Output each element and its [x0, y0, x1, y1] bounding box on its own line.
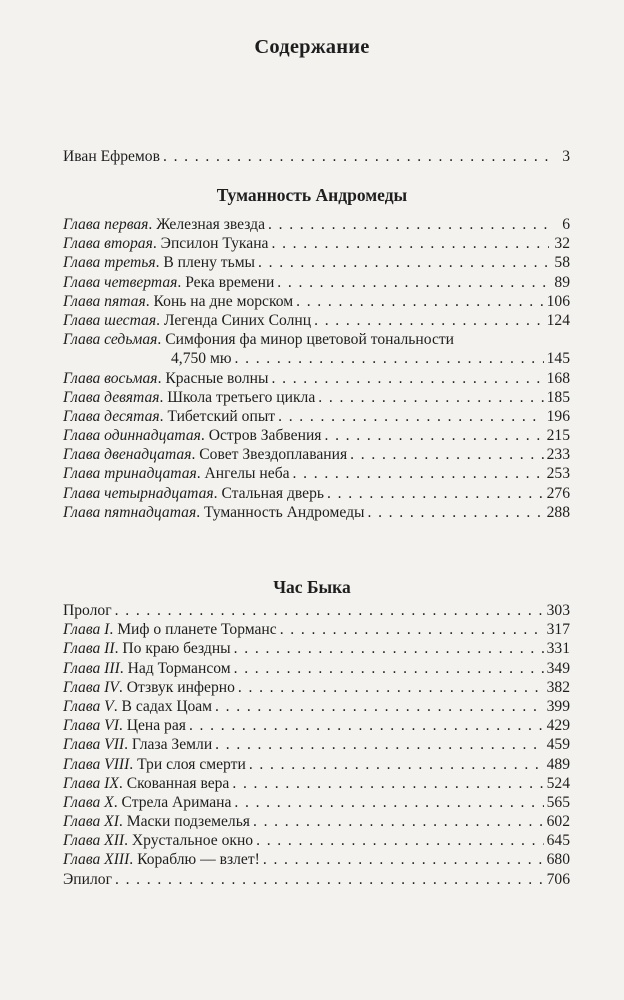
chapter-name: Скованная вера [126, 774, 230, 792]
page-title: Содержание [254, 36, 370, 58]
page-number: 253 [546, 465, 570, 483]
page-number: 399 [546, 697, 570, 715]
dot-leader [115, 870, 544, 889]
toc-entry[interactable] [63, 697, 570, 716]
chapter-prefix: Глава II [63, 640, 115, 658]
chapter-name: По краю бездны [122, 640, 231, 658]
toc-entry[interactable] [63, 735, 570, 754]
toc-entry[interactable] [63, 678, 570, 697]
entry-title: Глава третья. В плену тьмы [63, 254, 256, 272]
dot-leader [367, 503, 543, 522]
entry-title: Глава одиннадцатая. Остров Забвения [63, 427, 322, 445]
toc-entry[interactable] [63, 330, 570, 368]
entry-title: Иван Ефремов [63, 148, 160, 165]
toc-entry[interactable] [63, 659, 570, 678]
chapter-name: Отзвук инферно [126, 678, 235, 696]
entry-title [63, 870, 112, 889]
toc-entry[interactable] [63, 407, 570, 426]
chapter-name: В плену тьмы [163, 254, 256, 272]
chapter-prefix: Глава VI [63, 717, 119, 735]
page-number: 429 [546, 717, 570, 735]
chapter-name: Эпилог [63, 870, 112, 888]
dot-leader [215, 735, 543, 754]
toc-entry[interactable] [63, 311, 570, 330]
entry-title: Глава двенадцатая. Совет Звездоплавания [63, 446, 348, 464]
page-number: 706 [546, 870, 570, 888]
dot-leader [278, 407, 544, 426]
toc-section-andromeda [63, 215, 570, 522]
chapter-name: Остров Забвения [208, 427, 322, 445]
entry-title: Глава пятая. Конь на дне морском [63, 292, 294, 310]
page-number: 331 [546, 640, 570, 658]
entry-title: Глава вторая. Эпсилон Тукана [63, 235, 269, 253]
chapter-name: Ангелы неба [204, 465, 290, 483]
chapter-prefix: Глава III [63, 659, 120, 677]
chapter-prefix: Глава тринадцатая [63, 465, 197, 483]
chapter-prefix: Глава шестая [63, 311, 157, 329]
chapter-prefix: Глава V [63, 697, 114, 715]
chapter-name: Три слоя смерти [137, 755, 246, 773]
chapter-name: Цена рая [126, 717, 186, 735]
entry-title: Глава тринадцатая. Ангелы неба [63, 465, 290, 483]
chapter-name: Школа третьего цикла [167, 388, 316, 406]
toc-entry[interactable] [63, 639, 570, 658]
chapter-name: Маски подземелья [126, 813, 250, 831]
page-number: 645 [546, 832, 570, 850]
chapter-name: Миф о планете Торманс [117, 621, 277, 639]
entry-title: Глава XII. Хрустальное окно [63, 832, 254, 850]
dot-leader [235, 349, 544, 368]
toc-entry[interactable] [63, 793, 570, 812]
page-number: 196 [546, 407, 570, 425]
dot-leader [327, 484, 544, 503]
page-number: 6 [562, 216, 570, 233]
page-number: 382 [546, 678, 570, 696]
chapter-prefix: Глава десятая [63, 407, 160, 425]
chapter-prefix: Глава I [63, 621, 110, 639]
dot-leader [238, 678, 544, 697]
entry-title: Глава IV. Отзвук инферно [63, 678, 235, 696]
dot-leader [232, 774, 543, 793]
page-number: 349 [546, 659, 570, 677]
entry-title: Глава X. Стрела Аримана [63, 793, 232, 811]
chapter-name: Конь на дне морском [153, 292, 294, 310]
dot-leader [234, 659, 544, 678]
toc-entry[interactable] [63, 870, 570, 889]
chapter-prefix: Глава VIII [63, 755, 130, 773]
dot-leader [234, 639, 544, 658]
page-number: 106 [546, 292, 570, 310]
toc-entry[interactable] [63, 253, 570, 272]
entry-title: Глава I. Миф о планете Торманс [63, 621, 277, 639]
page-number: 215 [546, 427, 570, 445]
toc-entry[interactable] [63, 601, 570, 620]
dot-leader [163, 147, 549, 166]
dot-leader [318, 388, 543, 407]
dot-leader [271, 234, 549, 253]
section-title: Туманность Андромеды [216, 185, 408, 205]
chapter-name: Красные волны [165, 369, 269, 387]
chapter-name: Тибетский опыт [167, 407, 276, 425]
chapter-name-continued: 4,750 мю [171, 350, 232, 368]
chapter-prefix: Глава VII [63, 736, 125, 754]
dot-leader [258, 253, 549, 272]
chapter-name: Река времени [185, 273, 275, 291]
entry-title: Глава XI. Маски подземелья [63, 813, 250, 831]
page-number: 303 [546, 602, 570, 619]
page-number: 489 [546, 755, 570, 773]
chapter-prefix: Глава четырнадцатая [63, 484, 214, 502]
page-number: 168 [546, 369, 570, 387]
dot-leader [268, 215, 549, 234]
page-number: 3 [562, 148, 570, 165]
chapter-name: Хрустальное окно [131, 832, 254, 850]
entry-title: Глава десятая. Тибетский опыт [63, 407, 276, 425]
toc-entry[interactable] [63, 850, 570, 869]
entry-title: Глава III. Над Тормансом [63, 659, 231, 677]
chapter-name: Пролог [63, 602, 112, 619]
dot-leader [350, 445, 543, 464]
entry-title: Глава седьмая. Симфония фа минор цветовой тональности [63, 331, 455, 349]
dot-leader [263, 850, 544, 869]
toc-entry[interactable] [63, 273, 570, 292]
chapter-prefix: Глава пятнадцатая [63, 503, 197, 521]
toc-entry[interactable] [63, 234, 570, 253]
entry-title: Глава VIII. Три слоя смерти [63, 755, 246, 773]
chapter-name: Туманность Андромеды [204, 503, 365, 521]
chapter-name: Эпсилон Тукана [160, 235, 269, 253]
entry-title: Глава первая. Железная звезда [63, 216, 265, 233]
entry-title: Глава четырнадцатая. Стальная дверь [63, 484, 324, 502]
toc-entry[interactable] [63, 812, 570, 831]
chapter-prefix: Глава XIII [63, 851, 130, 869]
chapter-prefix: Глава X [63, 793, 114, 811]
entry-title: Глава девятая. Школа третьего цикла [63, 388, 316, 406]
entry-title: Глава шестая. Легенда Синих Солнц [63, 311, 312, 329]
chapter-prefix: Глава пятая [63, 292, 146, 310]
toc-entry[interactable] [63, 620, 570, 639]
toc-entry[interactable] [63, 369, 570, 388]
chapter-name: Кораблю — взлет! [137, 851, 260, 869]
chapter-prefix: Глава седьмая [63, 331, 158, 349]
dot-leader [189, 716, 544, 735]
chapter-name: Симфония фа минор цветовой тональности [165, 331, 455, 349]
chapter-prefix: Глава XII [63, 832, 125, 850]
toc-entry[interactable] [63, 388, 570, 407]
toc-entry[interactable] [63, 831, 570, 850]
chapter-prefix: Глава девятая [63, 388, 160, 406]
dot-leader [272, 369, 544, 388]
toc-entry[interactable] [63, 215, 570, 234]
chapter-name: Стальная дверь [221, 484, 324, 502]
chapter-name: Совет Звездоплавания [199, 446, 348, 464]
page-number: 233 [546, 446, 570, 464]
chapter-name: Стрела Аримана [121, 793, 232, 811]
page-number: 276 [546, 484, 570, 502]
toc-entry[interactable] [63, 755, 570, 774]
entry-title: Глава пятнадцатая. Туманность Андромеды [63, 503, 365, 521]
chapter-name: Железная звезда [156, 216, 265, 233]
dot-leader [249, 755, 544, 774]
toc-section-hour-of-the-bull [63, 601, 570, 889]
entry-title: Глава IX. Скованная вера [63, 774, 230, 792]
dot-leader [280, 620, 544, 639]
chapter-prefix: Глава двенадцатая [63, 446, 192, 464]
page-number: 32 [554, 235, 570, 253]
entry-title: Глава II. По краю бездны [63, 640, 231, 658]
entry-title [63, 601, 112, 620]
dot-leader [215, 697, 544, 716]
page-number: 58 [554, 254, 570, 272]
entry-title: Глава VI. Цена рая [63, 717, 186, 735]
entry-title: Глава восьмая. Красные волны [63, 369, 269, 387]
chapter-prefix: Глава третья [63, 254, 156, 272]
page-number: 565 [546, 793, 570, 811]
dot-leader [256, 831, 544, 850]
toc-entry[interactable] [63, 464, 570, 483]
dot-leader [234, 793, 543, 812]
chapter-prefix: Глава IV [63, 678, 119, 696]
toc-entry[interactable] [63, 503, 570, 522]
dot-leader [293, 464, 544, 483]
toc-intro [63, 147, 570, 166]
toc-entry[interactable] [63, 445, 570, 464]
chapter-name: Легенда Синих Солнц [163, 311, 312, 329]
page-number: 145 [546, 350, 570, 368]
chapter-prefix: Глава первая [63, 216, 149, 233]
page-number: 89 [554, 273, 570, 291]
chapter-prefix: Глава XI [63, 813, 119, 831]
toc-entry[interactable] [63, 774, 570, 793]
page-number: 602 [546, 813, 570, 831]
section-title: Час Быка [273, 577, 351, 597]
toc-entry[interactable] [63, 426, 570, 445]
dot-leader [314, 311, 544, 330]
dot-leader [277, 273, 549, 292]
dot-leader [296, 292, 544, 311]
entry-title: Глава V. В садах Цоам [63, 697, 213, 715]
entry-title: Глава четвертая. Река времени [63, 273, 275, 291]
chapter-prefix: Глава одиннадцатая [63, 427, 201, 445]
page-number: 459 [546, 736, 570, 754]
entry-title: Глава XIII. Кораблю — взлет! [63, 851, 260, 869]
dot-leader [115, 601, 544, 620]
entry-title: Глава VII. Глаза Земли [63, 736, 213, 754]
chapter-prefix: Глава четвертая [63, 273, 178, 291]
dot-leader [324, 426, 543, 445]
chapter-name: Над Тормансом [127, 659, 231, 677]
page-number: 317 [546, 621, 570, 639]
page-number: 680 [546, 851, 570, 869]
chapter-prefix: Глава вторая [63, 235, 153, 253]
chapter-prefix: Глава восьмая [63, 369, 158, 387]
toc-entry[interactable] [63, 147, 570, 166]
chapter-name: В садах Цоам [121, 697, 213, 715]
chapter-name: Глаза Земли [131, 736, 213, 754]
chapter-prefix: Глава IX [63, 774, 119, 792]
page-number: 185 [546, 388, 570, 406]
toc-entry[interactable] [63, 716, 570, 735]
dot-leader [253, 812, 544, 831]
toc-entry[interactable] [63, 292, 570, 311]
page-number: 288 [546, 503, 570, 521]
page-number: 524 [546, 774, 570, 792]
page-number: 124 [546, 311, 570, 329]
toc-entry[interactable] [63, 484, 570, 503]
